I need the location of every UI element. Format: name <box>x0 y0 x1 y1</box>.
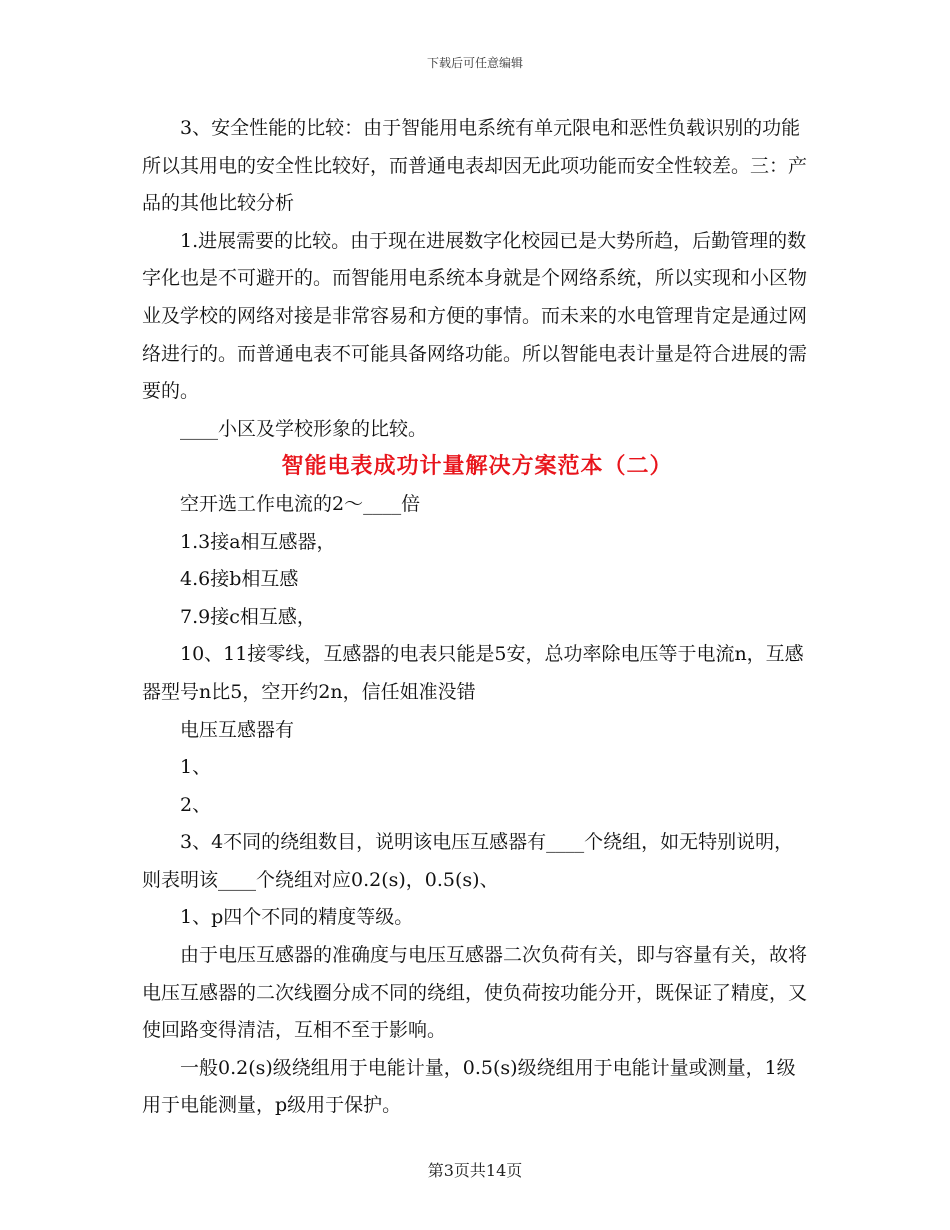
line-accuracy-levels: 1、p四个不同的精度等级。 <box>180 906 414 929</box>
line-phase-b: 4.6接b相互感 <box>180 568 299 591</box>
paragraph-development: 1.进展需要的比较。由于现在进展数字化校园已是大势所趋，后勤管理的数字化也是不可避开的。而智能用电系统本身就是个网络系统，所以实现和小区物业及学校的网络对接是非常容易和方便的事情。而未来的水电管理肯定是通过网络进行的。而普通电表不可能具备网络功能。所以智能电表计量是符合进展的需要的。 <box>142 229 808 403</box>
line-voltage-transformer: 电压互感器有 <box>180 718 295 741</box>
paragraph-neutral: 10、11接零线，互感器的电表只能是5安，总功率除电压等于电流n，互感器型号n比5，空开约2n，信任姐准没错 <box>142 643 804 703</box>
paragraph-safety: 3、安全性能的比较：由于智能用电系统有单元限电和恶性负载识别的功能所以其用电的安全性比较好，而普通电表却因无此项功能而安全性较差。三：产品的其他比较分析 <box>142 117 808 215</box>
paragraph-image: ____小区及学校形象的比较。 <box>180 417 428 440</box>
paragraph-reason: 由于电压互感器的准确度与电压互感器二次负荷有关，即与容量有关，故将电压互感器的二次线圈分成不同的绕组，使负荷按功能分开，既保证了精度，又使回路变得清洁，互相不至于影响。 <box>142 944 808 1042</box>
page-header: 下载后可任意编辑 <box>426 56 523 70</box>
paragraph-windings: 3、4不同的绕组数目，说明该电压互感器有____个绕组，如无特别说明，则表明该____个绕组对应0.2(s)，0.5(s)、 <box>142 831 794 891</box>
section-title: 智能电表成功计量解决方案范本（二） <box>281 453 673 480</box>
document-body <box>142 110 812 1125</box>
paragraph-usage: 一般0.2(s)级绕组用于电能计量，0.5(s)级绕组用于电能计量或测量，1级用于电能测量，p级用于保护。 <box>142 1056 796 1117</box>
line-phase-c: 7.9接c相互感， <box>180 605 316 628</box>
line-item-2: 2、 <box>180 793 212 816</box>
line-item-1: 1、 <box>180 756 212 779</box>
page-footer: 第3页共14页 <box>427 1161 523 1180</box>
line-phase-a: 1.3接a相互感器， <box>180 530 336 553</box>
line-breaker-current: 空开选工作电流的2～____倍 <box>180 492 421 515</box>
